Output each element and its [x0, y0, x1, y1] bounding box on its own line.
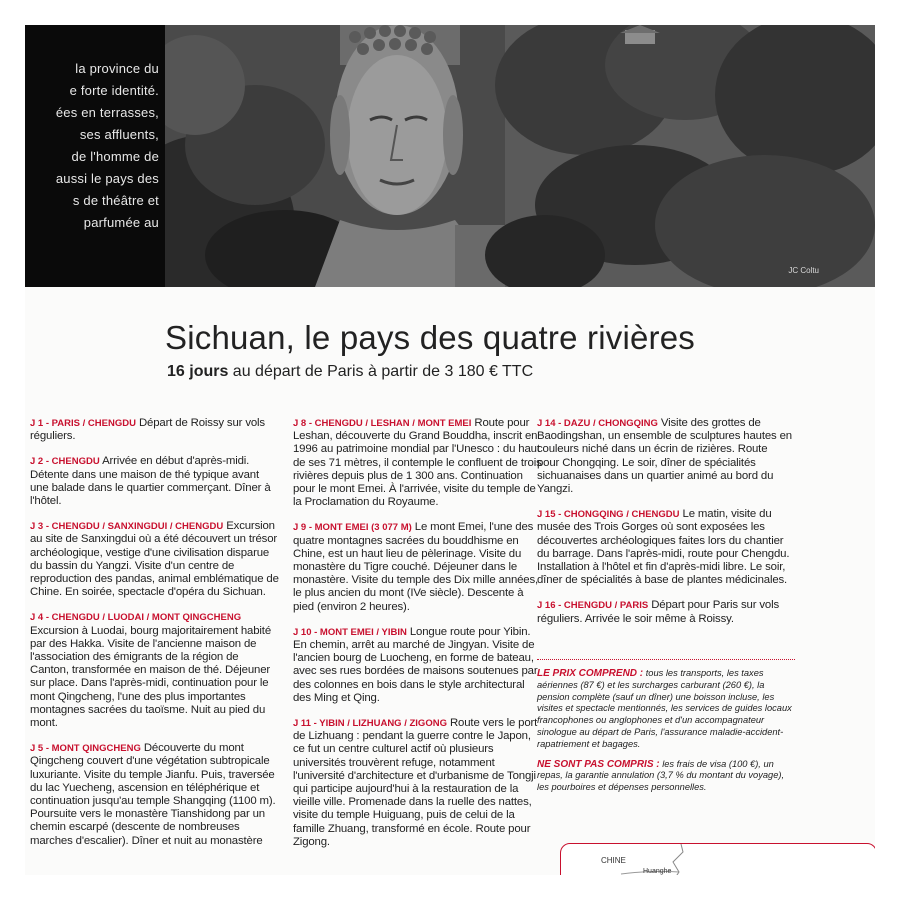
- intro-line: de l'homme de: [71, 149, 159, 164]
- itinerary-day: [30, 742, 280, 848]
- intro-line: aussi le pays des: [55, 171, 159, 186]
- subtitle-duration: 16 jours: [167, 363, 229, 380]
- itinerary-day: [537, 417, 792, 496]
- price-includes-label: LE PRIX COMPREND :: [537, 668, 644, 679]
- itinerary-day: [293, 417, 545, 509]
- price-excludes-text: les frais de visa (100 €), un repas, la garantie annulation (3,7 % du montant du voyage), les pourboires et dépenses personnelles.: [537, 758, 785, 793]
- day-text: Départ pour Paris sur vols réguliers. Arrivée le soir même à Roissy.: [537, 599, 780, 625]
- intro-line: e forte identité.: [69, 83, 159, 98]
- intro-text-box: [25, 25, 165, 287]
- day-label: J 10 - MONT EMEI / YIBIN: [293, 626, 407, 638]
- day-label: J 16 - CHENGDU / PARIS: [537, 600, 649, 612]
- day-label: J 9 - MONT EMEI (3 077 M): [293, 522, 412, 534]
- day-text: Arrivée en début d'après-midi. Détente dans une maison de thé typique avant une balade dans le quartier commerçant. Dîner à l'hôtel.: [30, 455, 271, 508]
- itinerary-day: [30, 417, 280, 443]
- subtitle-price: au départ de Paris à partir de 3 180 € TTC: [228, 363, 534, 380]
- price-excludes: [537, 759, 795, 794]
- day-label: J 3 - CHENGDU / SANXINGDUI / CHENGDU: [30, 521, 224, 533]
- day-label: J 2 - CHENGDU: [30, 456, 100, 468]
- day-text: Excursion au site de Sanxingdui où a été découvert un trésor archéologique, vestige d'une civilisation disparue du bassin du Yangzi. Visite d'un centre de reproduction des pandas, animal emblématique de Chine. En soirée, spectacle d'opéra du Sichuan.: [30, 520, 279, 599]
- intro-line: s de théâtre et: [72, 193, 159, 208]
- article-subtitle: [167, 363, 533, 381]
- printed-sheet: [25, 25, 875, 875]
- itinerary-day: [293, 521, 545, 613]
- price-excludes-label: NE SONT PAS COMPRIS :: [537, 758, 660, 770]
- price-includes: [537, 668, 795, 751]
- intro-line: parfumée au: [83, 215, 159, 230]
- day-text: Départ de Roissy sur vols réguliers.: [30, 417, 265, 443]
- map-country-label: CHINE: [601, 856, 626, 865]
- giant-buddha-photo: [165, 25, 875, 287]
- day-label: J 14 - DAZU / CHONGQING: [537, 418, 658, 429]
- itinerary-day: [537, 599, 792, 625]
- itinerary-column-3: [537, 417, 792, 638]
- buddha-illustration: [165, 25, 875, 287]
- price-includes-text: tous les transports, les taxes aériennes (87 €) et les surcharges carburant (260 €), la pension complète (sauf un dîner) une boisson incluse, les visites et spectacle mentionnés, les services de guides locaux francophones ou anglophones et d'un accompagnateur sinologue au départ de Paris, l'assurance maladie-accident-rapatriement et bagages.: [537, 668, 792, 749]
- itinerary-day: [30, 611, 280, 730]
- itinerary-day: [537, 508, 792, 587]
- day-text: Excursion à Luodai, bourg majoritairement habité par des Hakka. Visite de l'ancienne maison de l'association des émigrants de la région de Canton, transformée en maison de thé. Déjeuner sur place. Dans l'après-midi, continuation pour le mont Qingcheng, l'une des plus importantes montagnes sacrées du taoïsme. Nuit au pied du mont.: [30, 624, 272, 730]
- itinerary-column-2: [293, 417, 545, 861]
- price-box: [537, 659, 795, 802]
- day-text: Découverte du mont Qingcheng couvert d'une végétation subtropicale luxuriante. Visite du temple Jianfu. Puis, traversée du lac Yuecheng, ascension en téléphérique et continuation jusqu'au temple Shangqing (1100 m). Poursuite vers le monastère Tianshidong par un chemin escarpé (descente de nombreuses marches d'escalier). Dîner et nuit au monastère: [30, 742, 276, 847]
- itinerary-column-1: [30, 417, 280, 875]
- itinerary-day: [30, 520, 280, 599]
- itinerary-day: [293, 626, 545, 705]
- itinerary-day: [30, 455, 280, 508]
- article-title: Sichuan, le pays des quatre rivières: [165, 319, 695, 356]
- day-text: Route pour Leshan, découverte du Grand Bouddha, inscrit en 1996 au patrimoine mondial par l'Unesco : du haut de ses 71 mètres, il contemple le confluent de trois rivières depuis plus de 1 300 ans. Continuation pour le mont Emei. À l'arrivée, visite du temple de la Proclamation du Royaume.: [293, 417, 542, 509]
- day-text: Route vers le port de Lizhuang : pendant la guerre contre le Japon, ce fut un centre culturel actif où plusieurs universités trouvèrent refuge, notamment l'université d'architecture et d'urbanisme de Tongji qui participe aujourd'hui à la restauration de la vieille ville. Promenade dans la ruelle des nattes, visite du temple Huiguang, puis de celui de la famille Zhuang, transformé en école. Route pour Zigong.: [293, 717, 538, 848]
- map-river-label: Huanghe: [643, 868, 672, 875]
- intro-line: la province du: [75, 61, 159, 76]
- intro-line: ses affluents,: [79, 127, 159, 142]
- day-label: J 5 - MONT QINGCHENG: [30, 743, 141, 755]
- day-label: J 8 - CHENGDU / LESHAN / MONT EMEI: [293, 418, 472, 429]
- itinerary-day: [293, 717, 545, 849]
- route-map: [560, 843, 875, 875]
- day-label: J 4 - CHENGDU / LUODAI / MONT QINGCHENG: [30, 612, 242, 624]
- day-text: Le matin, visite du musée des Trois Gorges où sont exposées les découvertes archéologiques faites lors du chantier du barrage. Dans l'après-midi, route pour Chengdu. Installation à l'hôtel et fin d'après-midi libre. Le soir, dîner de spécialités à base de plantes médicinales.: [537, 508, 790, 587]
- intro-line: ées en terrasses,: [55, 105, 159, 120]
- day-label: J 1 - PARIS / CHENGDU: [30, 418, 136, 429]
- day-text: Le mont Emei, l'une des quatre montagnes sacrées du bouddhisme en Chine, est un haut lieu de pèlerinage. Visite du monastère du Tigre couché. Déjeuner dans le monastère. Visite du temple des Dix mille années, le plus ancien du mont (IVe siècle). Descente à pied (environ 2 heures).: [293, 521, 539, 613]
- day-text: Longue route pour Yibin. En chemin, arrêt au marché de Jingyan. Visite de l'ancien bourg de Luocheng, en forme de bateau, avec ses rues bordées de maisons soutenues par des colonnes en bois dans le style architectural des Ming et Qing.: [293, 625, 538, 704]
- day-label: J 15 - CHONGQING / CHENGDU: [537, 509, 680, 521]
- day-text: Visite des grottes de Baodingshan, un ensemble de sculptures hautes en couleurs niché dans un écrin de rizières. Route pour Chongqing. Le soir, dîner de spécialités sichuanaises dans un quartier animé au bord du Yangzi.: [537, 417, 792, 496]
- day-label: J 11 - YIBIN / LIZHUANG / ZIGONG: [293, 718, 447, 730]
- photo-credit: JC Coltu: [788, 266, 819, 275]
